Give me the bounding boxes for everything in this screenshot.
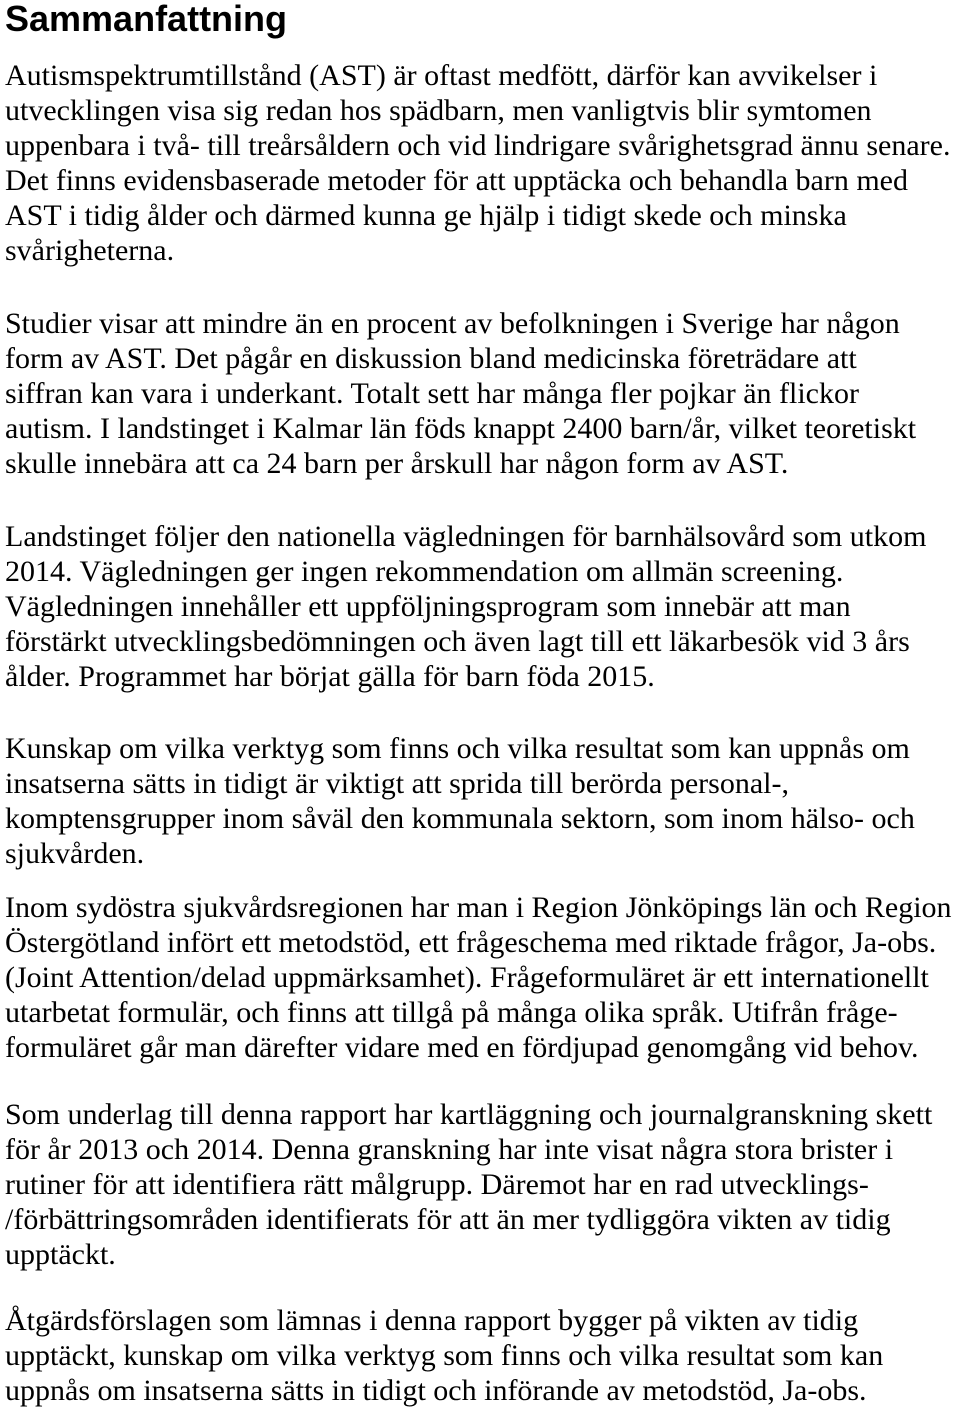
- text-line: AST i tidig ålder och därmed kunna ge hjälp i tidigt skede och minska: [5, 198, 847, 232]
- text-line: 2014. Vägledningen ger ingen rekommendation om allmän screening.: [5, 554, 844, 588]
- text-line: Autismspektrumtillstånd (AST) är oftast medfött, därför kan avvikelser i: [5, 58, 878, 92]
- text-line: Vägledningen innehåller ett uppföljningsprogram som innebär att man: [5, 589, 851, 623]
- text-line: uppenbara i två- till treårsåldern och vid lindrigare svårighetsgrad ännu senare.: [5, 128, 951, 162]
- text-line: upptäckt.: [5, 1237, 116, 1271]
- text-line: svårigheterna.: [5, 233, 175, 267]
- text-line: upptäckt, kunskap om vilka verktyg som finns och vilka resultat som kan: [5, 1338, 884, 1372]
- text-line: förstärkt utvecklingsbedömningen och även lagt till ett läkarbesök vid 3 års: [5, 624, 910, 658]
- text-line: form av AST. Det pågår en diskussion bland medicinska företrädare att: [5, 341, 857, 375]
- text-line: utvecklingen visa sig redan hos spädbarn, men vanligtvis blir symtomen: [5, 93, 872, 127]
- text-line: för år 2013 och 2014. Denna granskning har inte visat några stora brister i: [5, 1132, 894, 1166]
- text-line: uppnås om insatserna sätts in tidigt och införande av metodstöd, Ja-obs.: [5, 1373, 867, 1407]
- paragraph-1: [5, 58, 960, 268]
- paragraph-5: [5, 890, 960, 1065]
- text-line: insatserna sätts in tidigt är viktigt att sprida till berörda personal-,: [5, 766, 789, 800]
- text-line: Landstinget följer den nationella vägledningen för barnhälsovård som utkom: [5, 519, 927, 553]
- paragraph-4: [5, 731, 960, 871]
- text-line: Det finns evidensbaserade metoder för att upptäcka och behandla barn med: [5, 163, 908, 197]
- text-line: Östergötland infört ett metodstöd, ett frågeschema med riktade frågor, Ja-obs.: [5, 925, 937, 959]
- text-line: formuläret går man därefter vidare med en fördjupad genomgång vid behov.: [5, 1030, 919, 1064]
- paragraph-2: [5, 306, 960, 481]
- text-line: sjukvården.: [5, 836, 145, 870]
- text-line: /förbättringsområden identifierats för att än mer tydliggöra vikten av tidig: [5, 1202, 891, 1236]
- text-line: Kunskap om vilka verktyg som finns och vilka resultat som kan uppnås om: [5, 731, 910, 765]
- text-line: utarbetat formulär, och finns att tillgå på många olika språk. Utifrån fråge-: [5, 995, 898, 1029]
- text-line: (Joint Attention/delad uppmärksamhet). Frågeformuläret är ett internationellt: [5, 960, 929, 994]
- paragraph-7: [5, 1303, 960, 1408]
- text-line: Inom sydöstra sjukvårdsregionen har man i Region Jönköpings län och Region: [5, 890, 952, 924]
- text-line: siffran kan vara i underkant. Totalt sett har många fler pojkar än flickor: [5, 376, 859, 410]
- page-title: Sammanfattning: [5, 0, 288, 39]
- text-line: Studier visar att mindre än en procent av befolkningen i Sverige har någon: [5, 306, 900, 340]
- text-line: Åtgärdsförslagen som lämnas i denna rapport bygger på vikten av tidig: [5, 1303, 859, 1337]
- text-line: skulle innebära att ca 24 barn per årskull har någon form av AST.: [5, 446, 789, 480]
- paragraph-6: [5, 1097, 960, 1272]
- paragraph-3: [5, 519, 960, 694]
- text-line: Som underlag till denna rapport har kartläggning och journalgranskning skett: [5, 1097, 933, 1131]
- text-line: ålder. Programmet har börjat gälla för barn föda 2015.: [5, 659, 655, 693]
- text-line: komptensgrupper inom såväl den kommunala sektorn, som inom hälso- och: [5, 801, 915, 835]
- text-line: autism. I landstinget i Kalmar län föds knappt 2400 barn/år, vilket teoretiskt: [5, 411, 917, 445]
- text-line: rutiner för att identifiera rätt målgrupp. Däremot har en rad utvecklings-: [5, 1167, 869, 1201]
